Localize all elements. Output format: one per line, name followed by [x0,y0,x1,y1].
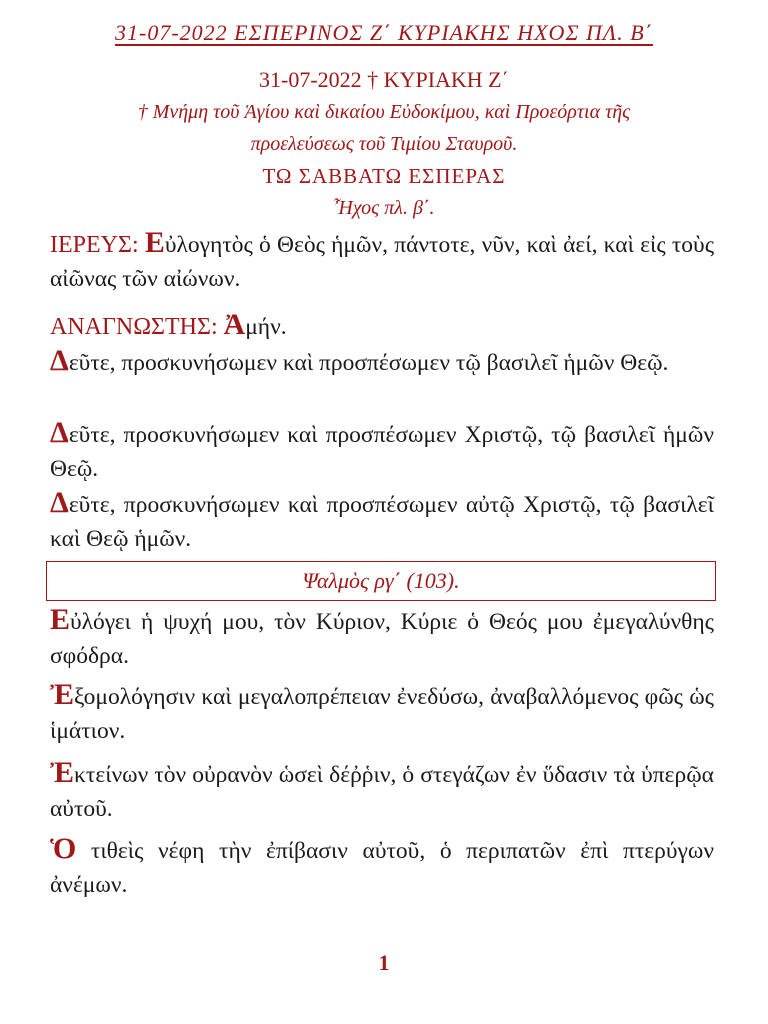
drop-cap: Ε [50,603,71,636]
title-block [40,64,728,224]
verse-text-1: ὐλόγει ἡ ψυχή μου, τὸν Κύριον, Κύριε ὁ Θεός μου ἐμεγαλύνθης σφόδρα. [50,609,714,669]
priest-paragraph [50,228,714,296]
commemoration-line-1: † Μνήμη τοῦ Ἁγίου καὶ δικαίου Εὐδοκίμου, καὶ Προεόρτια τῆς [137,101,631,123]
psalm-heading: Ψαλμὸς ργ΄ (103). [302,568,460,593]
running-title: 31-07-2022 ΕΣΠΕΡΙΝΟΣ Ζ΄ ΚΥΡΙΑΚΗΣ ΗΧΟΣ ΠΛ. Β΄ [115,20,653,45]
date-line: 31-07-2022 † ΚΥΡΙΑΚΗ Ζ΄ [259,67,509,92]
priest-label: ΙΕΡΕΥΣ: [50,232,139,258]
verse-text-3: κτείνων τὸν οὐρανὸν ὡσεὶ δέῤῥιν, ὁ στεγάζων ἐν ὕδασιν τὰ ὑπερῷα αὐτοῦ. [50,762,714,822]
deute-text-2: εῦτε, προσκυνήσωμεν καὶ προσπέσωμεν Χριστῷ, τῷ βασιλεῖ ἡμῶν Θεῷ. [50,422,714,482]
reader-text: μήν. [245,314,287,340]
drop-cap: Δ [50,344,69,377]
priest-text: ὐλογητὸς ὁ Θεὸς ἡμῶν, πάντοτε, νῦν, καὶ ἀεί, καὶ εἰς τοὺς αἰῶνας τῶν αἰώνων. [50,232,714,292]
deute-text-1: εῦτε, προσκυνήσωμεν καὶ προσπέσωμεν τῷ βασιλεῖ ἡμῶν Θεῷ. [68,350,669,376]
drop-cap: Ἐ [50,756,75,789]
commemoration-line-2: προελεύσεως τοῦ Τιμίου Σταυροῦ. [250,133,518,155]
service-title: ΤΩ ΣΑΒΒΑΤΩ ΕΣΠΕΡΑΣ [262,164,506,188]
page-number: 1 [378,950,390,975]
verse-paragraph-4 [50,834,714,902]
verse-paragraph-3 [50,758,714,826]
reader-label: ΑΝΑΓΝΩΣΤΗΣ: [50,314,218,340]
drop-cap: Ε [144,226,165,259]
reader-paragraph [50,310,714,344]
deute-paragraph-2 [50,418,714,486]
deute-text-3: εῦτε, προσκυνήσωμεν καὶ προσπέσωμεν αὐτῷ Χριστῷ, τῷ βασιλεῖ καὶ Θεῷ ἡμῶν. [50,492,714,552]
drop-cap: Δ [50,486,69,519]
deute-paragraph-1 [50,346,714,380]
verse-paragraph-1 [50,605,714,673]
deute-paragraph-3 [50,488,714,556]
psalm-heading-box [46,561,716,601]
drop-cap: Ὁ [50,832,77,865]
verse-text-4: τιθεὶς νέφη τὴν ἐπίβασιν αὐτοῦ, ὁ περιπατῶν ἐπὶ πτερύγων ἀνέμων. [50,838,714,898]
drop-cap: Ἐ [50,678,75,711]
verse-text-2: ξομολόγησιν καὶ μεγαλοπρέπειαν ἐνεδύσω, ἀναβαλλόμενος φῶς ὡς ἱμάτιον. [50,684,714,744]
drop-cap: Ἀ [223,308,246,341]
verse-paragraph-2 [50,680,714,748]
drop-cap: Δ [50,416,69,449]
tone-line: Ἦχος πλ. β΄. [333,197,435,219]
running-header [0,20,768,46]
